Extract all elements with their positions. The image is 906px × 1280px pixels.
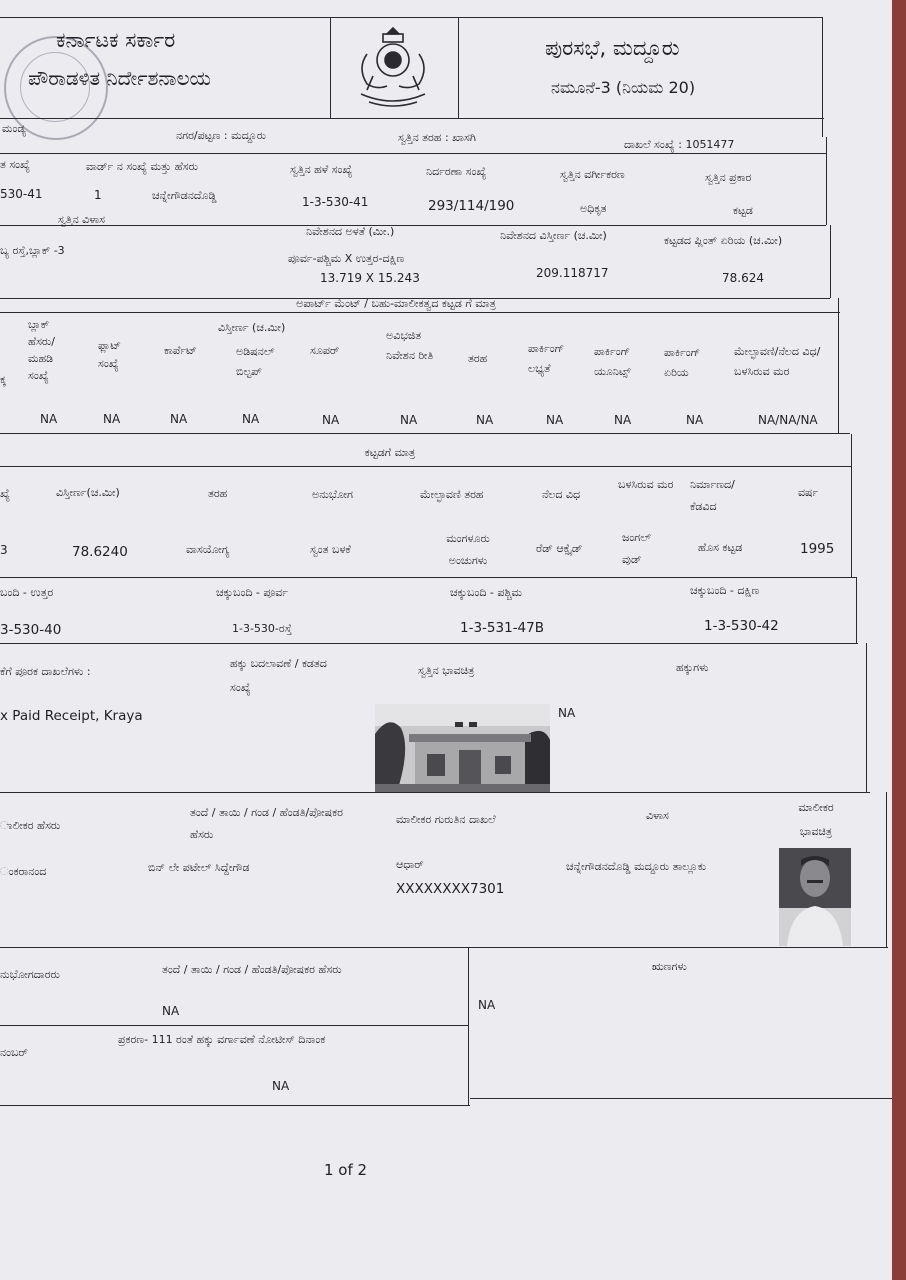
occupant-relation-label: ತಂದೆ / ತಾಯಿ / ಗಂಡ / ಹೆಂಡತಿ/ಪೋಷಕರ ಹೆಸರು (162, 963, 342, 976)
town-field: ನಗರ/ಪಟ್ಟಣ : ಮದ್ದೂರು (176, 129, 267, 142)
kind-value: ಕಟ್ಟಡ (733, 204, 753, 217)
block-col-label: ಬ್ಲಾಕ್ ಹೆಸರು/ ಮಹಡಿ ಸಂಖ್ಯೆ (28, 318, 55, 382)
transfer-notice-value: NA (272, 1079, 290, 1093)
apartment-section-title: ಅಪಾರ್ಟ್ ಮೆಂಟ್ / ಬಹು-ಮಾಲೀಕತ್ವದ ಕಟ್ಟಡ ಗೆ ಮಾತ್ರ (296, 297, 496, 310)
owner-name-label: ಾಲೀಕರ ಹೆಸರು (0, 819, 61, 832)
occupant-relation-value: NA (162, 1004, 180, 1018)
apt-value-super: NA (322, 413, 340, 427)
supporting-docs-label: ಕೆಗೆ ಪೂರಕ ದಾಖಲೆಗಳು : (0, 665, 91, 678)
site-dim-sub: ಪೂರ್ವ-ಪಶ್ಚಿಮ X ಉತ್ತರ-ದಕ್ಷಿಣ (288, 252, 405, 265)
site-dim-label: ನಿವೇಶನದ ಅಳತೆ (ಮೀ.) (306, 225, 395, 238)
area-group-label: ವಿಸ್ತೀರ್ಣ (ಚ.ಮೀ) (218, 321, 286, 334)
apt-value-type: NA (476, 413, 494, 427)
apt-left-edge-fragment: ಕ್ಕ (0, 373, 6, 386)
apt-value-additional: NA (242, 412, 260, 426)
directorate-title: ಪೌರಾಡಳಿತ ನಿರ್ದೇಶನಾಲಯ (28, 66, 211, 90)
boundary-south-value: 1-3-530-42 (704, 618, 779, 634)
record-number-field: ದಾಖಲೆ ಸಂಖ್ಯೆ : 1051477 (624, 138, 735, 151)
bld-col-roof: ಮೇಲ್ಛಾವಣಿ ತರಹ (420, 488, 484, 501)
bld-value-number: 3 (0, 543, 8, 557)
boundary-north-value: 3-530-40 (0, 622, 62, 638)
col-label-number: ತ ಸಂಖ್ಯೆ (0, 158, 31, 171)
owner-id-value: XXXXXXXX7301 (396, 881, 505, 897)
apt-value-parking-units: NA (614, 413, 632, 427)
col-label-assessment: ನಿರ್ದರಣಾ ಸಂಖ್ಯೆ (426, 165, 487, 178)
municipality-title: ಪುರಸಭೆ, ಮದ್ದೂರು (545, 36, 680, 60)
owner-relation-value: ಬಿನ್ ಲೇ ಪಟೇಲ್ ಸಿದ್ದೇಗೌಡ (148, 861, 250, 874)
debts-label: ಋಣಗಳು (652, 960, 687, 973)
boundary-south-label: ಚಕ್ಕುಬಂದಿ - ದಕ್ಷಿಣ (690, 584, 760, 597)
apt-value-block: NA (40, 412, 58, 426)
additional-col-label: ಅಡಿಷನಲ್ ಬಿಲ್ಟಪ್ (236, 345, 275, 378)
bld-value-year: 1995 (800, 541, 835, 557)
owner-relation-label: ತಂದೆ / ತಾಯಿ / ಗಂಡ / ಹೆಂಡತಿ/ಪೋಷಕರ ಹೆಸರು (190, 806, 343, 841)
boundary-north-label: ಬಂದಿ - ಉತ್ತರ (0, 586, 54, 599)
bld-value-wood: ಜಂಗಲ್ ವುಡ್ (622, 531, 651, 566)
col-label-kind: ಸ್ವತ್ತಿನ ಪ್ರಕಾರ (705, 171, 752, 184)
rights-value: NA (558, 706, 576, 720)
property-photo (375, 704, 550, 792)
owner-id-label: ಮಾಲೀಕರ ಗುರುತಿನ ದಾಖಲೆ (396, 813, 496, 826)
owner-address-label: ವಿಳಾಸ (646, 809, 669, 822)
old-number-value: 1-3-530-41 (302, 195, 369, 209)
bld-col-number: ಖ್ಯೆ (0, 487, 10, 500)
district-fragment: ಮಂಡ್ಯ (2, 122, 26, 135)
building-section-title: ಕಟ್ಟಡಗೆ ಮಾತ್ರ (364, 446, 416, 459)
apt-value-parking-avail: NA (546, 413, 564, 427)
form-number: ನಮೂನೆ-3 (ನಿಯಮ 20) (551, 78, 696, 97)
bld-value-area: 78.6240 (72, 544, 128, 560)
col-label-ward: ವಾರ್ಡ್ ನ ಸಂಖ್ಯೆ ಮತ್ತು ಹೆಸರು (86, 160, 198, 173)
flat-col-label: ಫ್ಲಾಟ್ ಸಂಖ್ಯೆ (98, 339, 122, 370)
govt-title: ಕರ್ನಾಟಕ ಸರ್ಕಾರ (56, 28, 176, 52)
assessment-value: 293/114/190 (428, 198, 515, 214)
classification-value: ಅಧಿಕೃತ (580, 202, 607, 215)
plinth-area-value: 78.624 (722, 271, 764, 285)
apt-value-flat: NA (103, 412, 121, 426)
col-label-old-number: ಸ್ವತ್ತಿನ ಹಳೆ ಸಂಖ್ಯೆ (290, 163, 353, 176)
bld-value-type: ವಾಸಯೋಗ್ಯ (186, 543, 230, 556)
page-number: 1 of 2 (324, 1161, 368, 1179)
parking-avail-col-label: ಪಾರ್ಕಿಂಗ್ ಲಭ್ಯತೆ (528, 342, 565, 375)
apt-value-undivided: NA (400, 413, 418, 427)
carpet-col-label: ಕಾರ್ಪೆಟ್ (164, 344, 197, 357)
bld-col-year: ವರ್ಷ (798, 486, 819, 499)
parking-units-col-label: ಪಾರ್ಕಿಂಗ್ ಯೂನಿಟ್ಸ್ (594, 345, 631, 378)
roof-floor-wood-col-label: ಮೇಲ್ಛಾವಣಿ/ನೆಲದ ವಿಧ/ಬಳಸಿರುವ ಮರ (734, 345, 821, 378)
super-col-label: ಸೂಪರ್ (310, 344, 340, 357)
transfer-notice-label: ಪ್ರಕರಣ- 111 ರಂತೆ ಹಕ್ಕು ವರ್ಗಾವಣೆ ನೋಟೀಸ್ ದಿನಾಂಕ (118, 1033, 326, 1046)
bld-value-roof: ಮಂಗಳೂರು ಅಂಚುಗಳು (446, 532, 490, 567)
col-label-classification: ಸ್ವತ್ತಿನ ವರ್ಗೀಕರಣ (560, 168, 625, 181)
boundary-east-label: ಚಕ್ಕುಬಂದಿ - ಪೂರ್ವ (216, 586, 289, 599)
bld-col-area: ವಿಸ್ತೀರ್ಣ(ಚ.ಮೀ) (56, 486, 120, 499)
number-label: ನಂಬರ್ (0, 1046, 28, 1059)
owner-photo (779, 848, 851, 946)
site-area-label: ನಿವೇಶನದ ವಿಸ್ತೀರ್ಣ (ಚ.ಮೀ) (500, 229, 607, 242)
bld-col-type: ತರಹ (208, 487, 228, 500)
owner-photo-label: ಮಾಲೀಕರ ಭಾವಚಿತ್ರ (798, 801, 834, 838)
parking-area-col-label: ಪಾರ್ಕಿಂಗ್ ಏರಿಯ (664, 346, 701, 379)
rights-label: ಹಕ್ಕುಗಳು (676, 661, 709, 674)
apt-value-carpet: NA (170, 412, 188, 426)
address-value: ಬ್ಯ ರಸ್ತೆ,ಬ್ಲಾಕ್ -3 (0, 244, 65, 257)
plinth-area-label: ಕಟ್ಟಡದ ಪ್ಲಿಂತ್ ಏರಿಯ (ಚ.ಮೀ) (664, 234, 783, 247)
apt-type-col-label: ತರಹ (468, 352, 488, 365)
supporting-docs-value: x Paid Receipt, Kraya (0, 708, 143, 724)
apt-value-parking-area: NA (686, 413, 704, 427)
undivided-col-label: ಅವಿಭಜಿತ ನಿವೇಶನ ರೀತಿ (386, 329, 434, 362)
bld-value-construction: ಹೊಸ ಕಟ್ಟಡ (698, 541, 743, 554)
transfer-file-label: ಹಕ್ಕು ಬದಲಾವಣೆ / ಕಡತದ ಸಂಖ್ಯೆ (230, 657, 327, 694)
owner-id-type: ಆಧಾರ್ (396, 858, 424, 871)
ward-name-value: ಚನ್ನೇಗೌಡನದೊಡ್ಡಿ (152, 189, 217, 202)
boundary-west-label: ಚಕ್ಕುಬಂದಿ - ಪಶ್ಚಿಮ (450, 586, 523, 599)
bld-value-use: ಸ್ವಂತ ಬಳಕೆ (310, 543, 351, 556)
property-type-field: ಸ್ವತ್ತಿನ ತರಹ : ಖಾಸಗಿ (398, 131, 476, 144)
ward-number-value: 1 (94, 188, 102, 202)
bld-col-wood: ಬಳಸಿರುವ ಮರ (618, 478, 674, 491)
bld-col-floor: ನೆಲದ ವಿಧ (542, 488, 581, 501)
background-edge (892, 0, 906, 1280)
owner-address-value: ಚನ್ನೇಗೌಡನದೊಡ್ಡಿ ಮದ್ದೂರು ತಾಲ್ಲೂಕು (566, 860, 707, 873)
property-number-value: 530-41 (0, 187, 43, 201)
owner-name-value: ಂಕರಾನಂದ (0, 865, 47, 878)
property-photo-label: ಸ್ವತ್ತಿನ ಭಾವಚಿತ್ರ (418, 664, 475, 677)
bld-col-construction: ನಿರ್ಮಾಣದ/ ಕೆಡವಿದ (690, 478, 735, 513)
boundary-east-value: 1-3-530-ರಸ್ತೆ (232, 622, 292, 635)
site-area-value: 209.118717 (536, 266, 609, 280)
debts-value: NA (478, 998, 496, 1012)
bld-value-floor: ರೆಡ್ ಆಕ್ಸೈಡ್ (536, 542, 583, 555)
site-dim-value: 13.719 X 15.243 (320, 271, 420, 285)
apt-value-roof-floor-wood: NA/NA/NA (758, 413, 818, 427)
address-label: ಸ್ವತ್ತಿನ ವಿಳಾಸ (58, 213, 105, 226)
boundary-west-value: 1-3-531-47B (460, 620, 544, 636)
bld-col-use: ಅನುಭೋಗ (312, 488, 353, 501)
state-emblem-icon (343, 24, 443, 112)
occupant-label: ನುಭೋಗದಾರರು (0, 968, 60, 981)
